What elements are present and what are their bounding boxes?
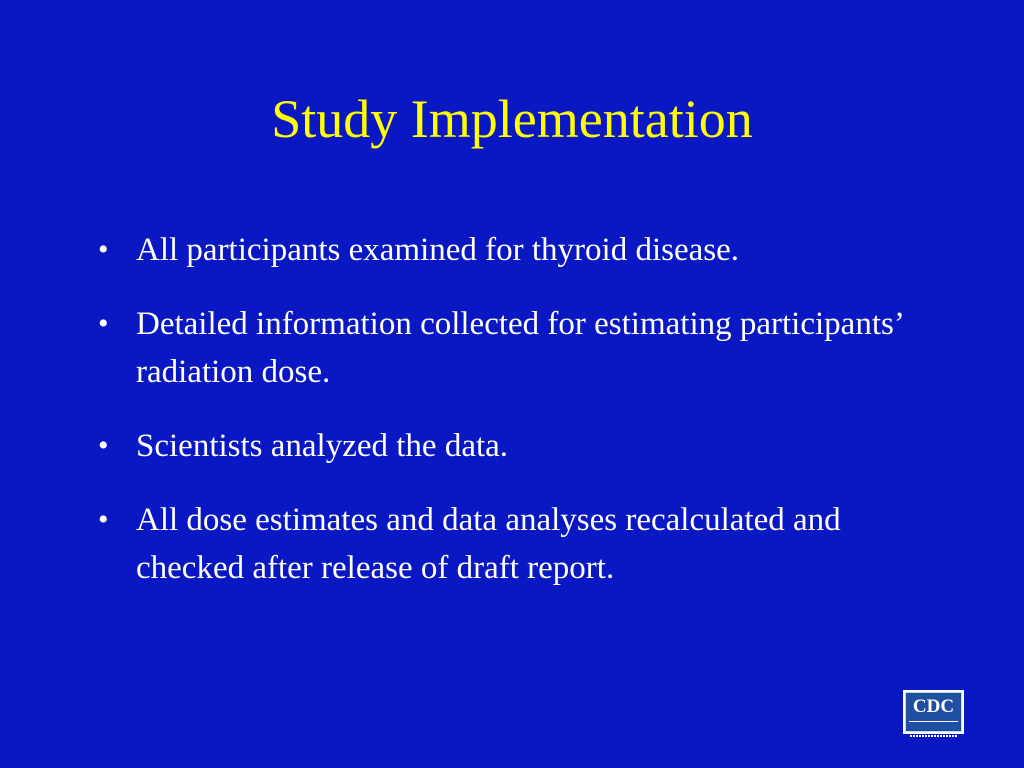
bullet-icon: • bbox=[98, 503, 109, 536]
bullet-icon: • bbox=[98, 429, 109, 462]
bullet-text: Detailed information collected for estimating participants’ radiation dose. bbox=[136, 306, 903, 390]
bullet-icon: • bbox=[98, 307, 109, 340]
slide-title: Study Implementation bbox=[271, 89, 753, 149]
cdc-logo-box bbox=[905, 692, 962, 732]
bullet-item bbox=[96, 300, 936, 396]
bullet-text: Scientists analyzed the data. bbox=[136, 428, 509, 464]
bullet-list bbox=[96, 226, 936, 618]
cdc-logo-text: CDC bbox=[912, 696, 955, 717]
bullet-icon: • bbox=[98, 233, 109, 266]
cdc-logo-rule bbox=[909, 721, 958, 722]
bullet-item bbox=[96, 496, 936, 592]
cdc-logo-icon bbox=[903, 690, 964, 734]
bullet-item bbox=[96, 226, 936, 274]
bullet-item bbox=[96, 422, 936, 470]
bullet-text: All participants examined for thyroid disease. bbox=[136, 232, 739, 268]
cdc-logo-tagline bbox=[906, 725, 961, 729]
bullet-text: All dose estimates and data analyses recalculated and checked after release of draft report. bbox=[136, 502, 841, 586]
